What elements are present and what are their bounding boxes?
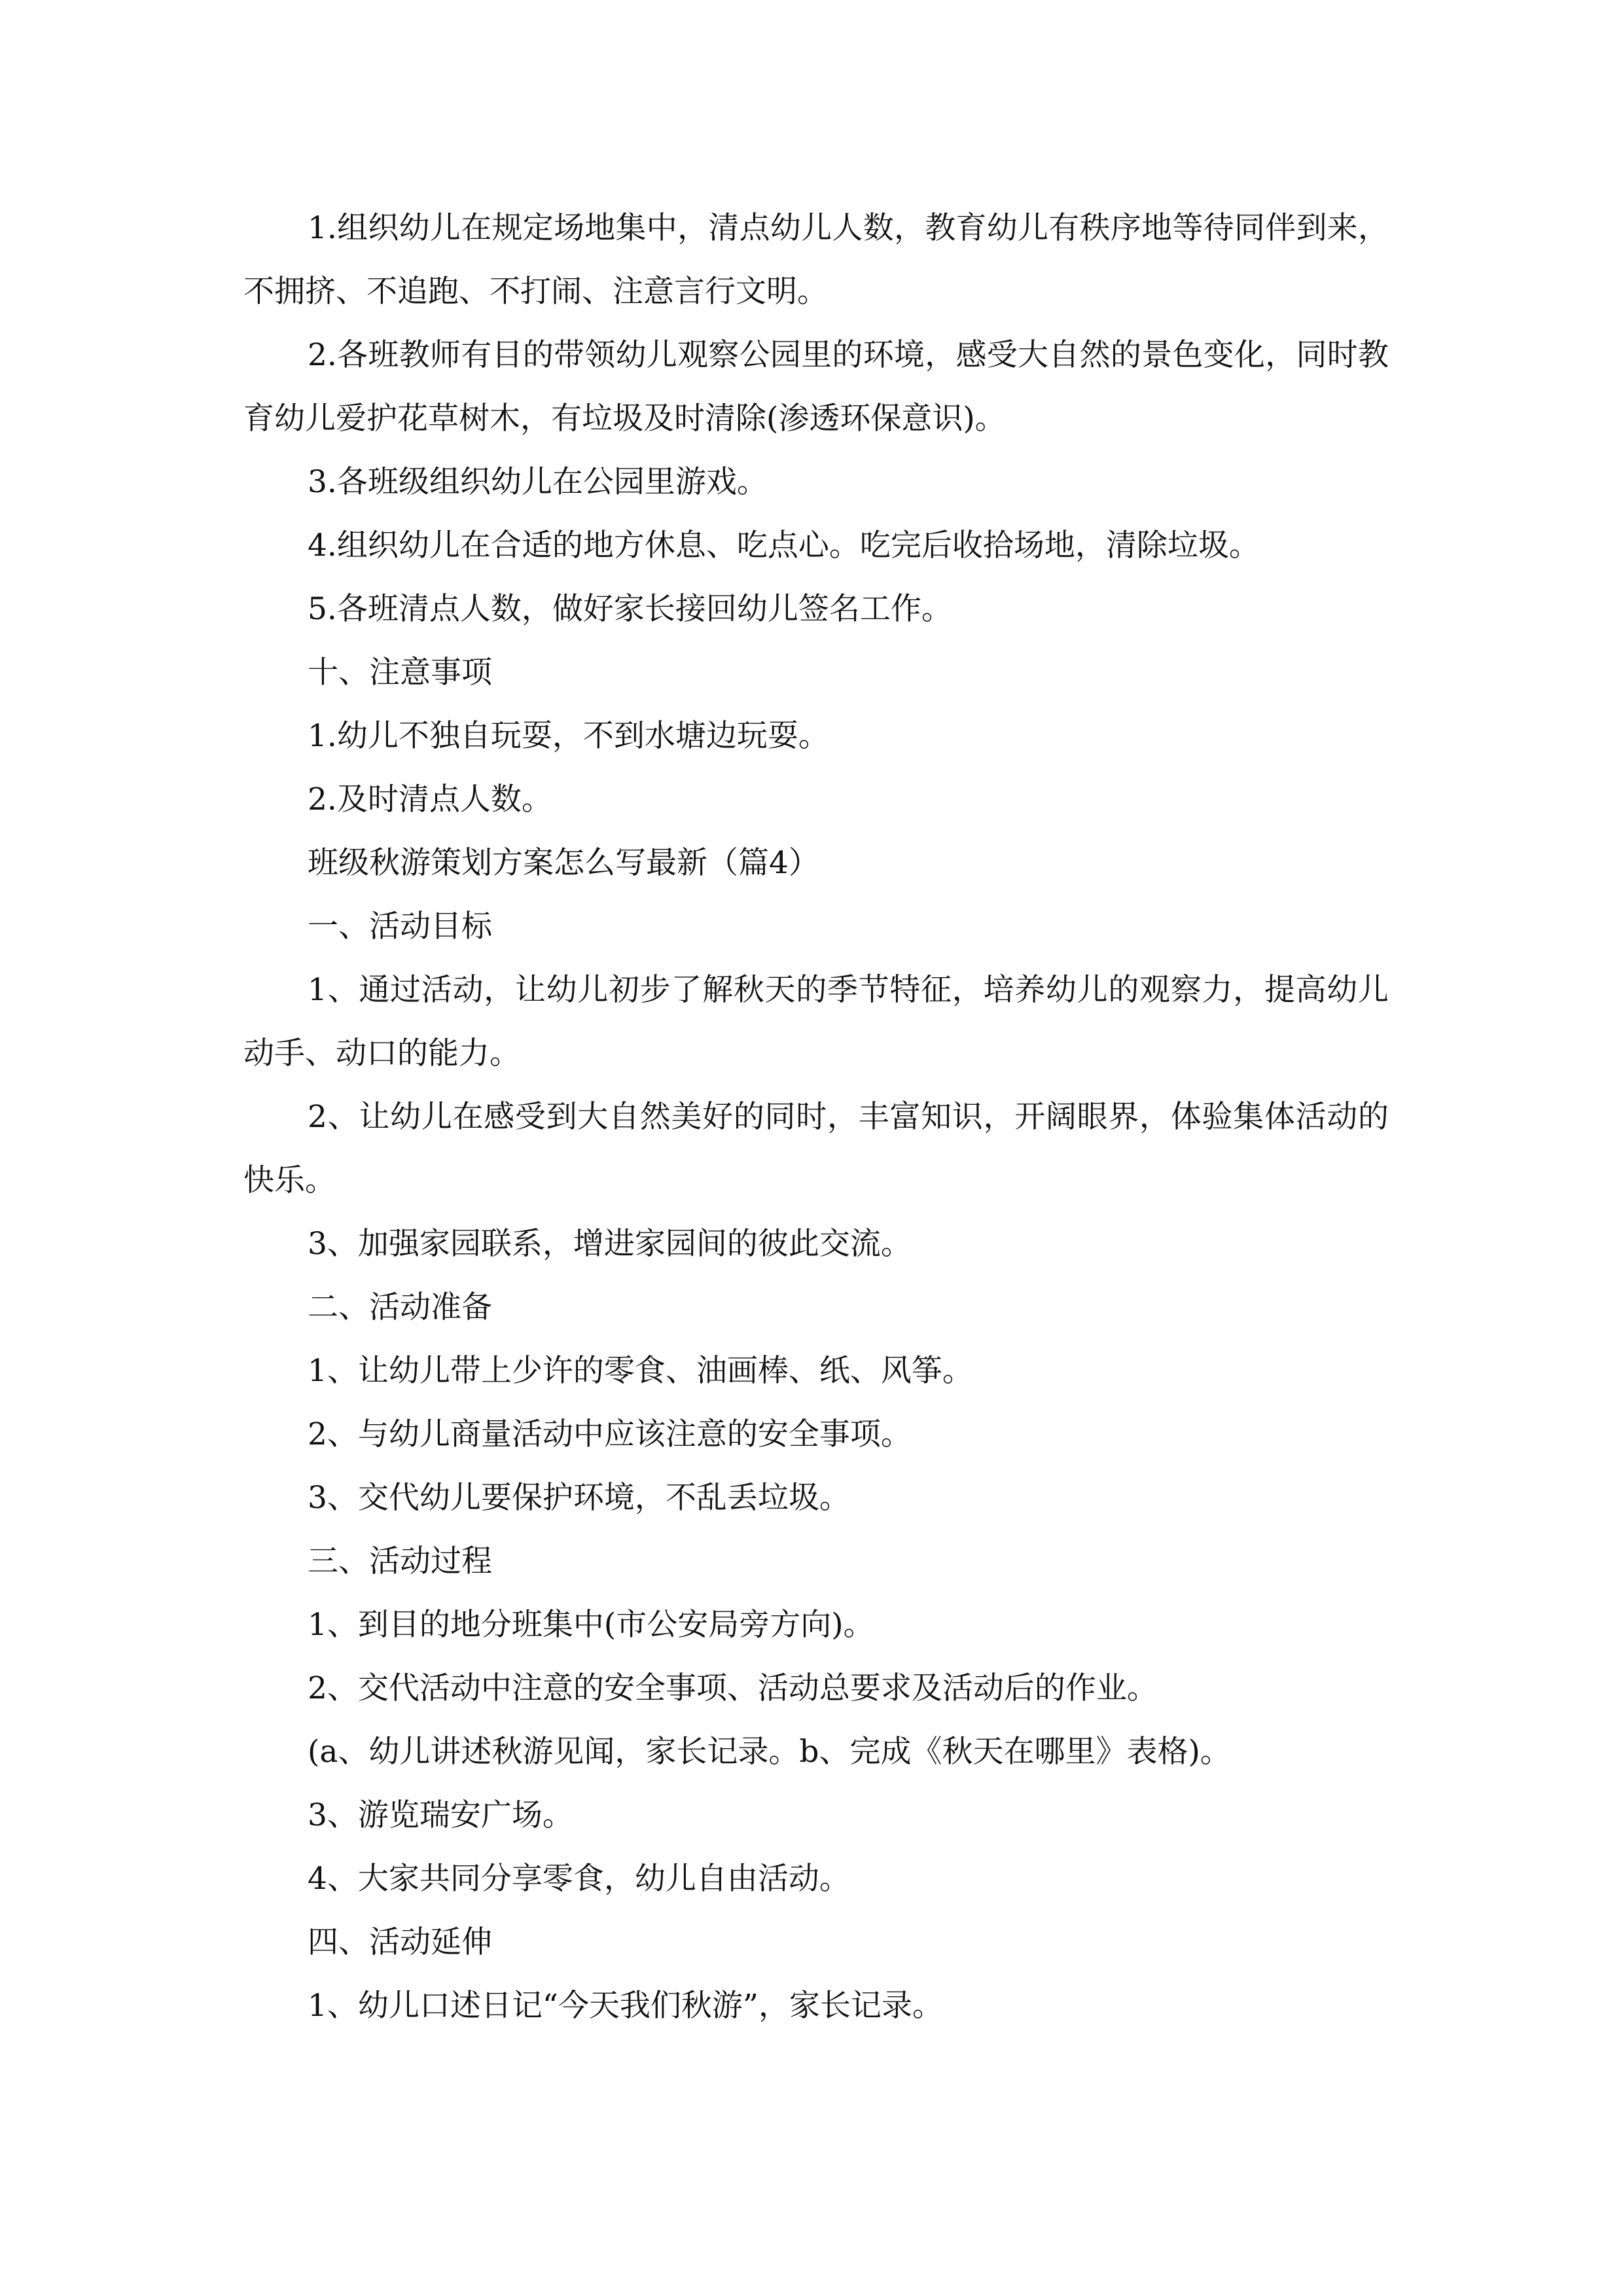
section-heading-process: 三、活动过程 (308, 1543, 492, 1579)
paragraph-23: 4、大家共同分享零食，幼儿自由活动。 (308, 1861, 850, 1897)
paragraph-19: 1、到目的地分班集中(市公安局旁方向)。 (308, 1607, 874, 1643)
paragraph-15: 1、让幼儿带上少许的零食、油画棒、纸、风筝。 (308, 1353, 973, 1389)
paragraph-5: 5.各班清点人数，做好家长接回幼儿签名工作。 (308, 591, 952, 627)
paragraph-4: 4.组织幼儿在合适的地方休息、吃点心。吃完后收拾场地，清除垃圾。 (308, 528, 1260, 564)
paragraph-2: 2.各班教师有目的带领幼儿观察公园里的环境，感受大自然的景色变化，同时教育幼儿爱护花草树木，有垃圾及时清除(渗透环保意识)。 (243, 337, 1389, 437)
section-heading-extension: 四、活动延伸 (308, 1924, 492, 1960)
paragraph-3: 3.各班级组织幼儿在公园里游戏。 (308, 464, 768, 500)
paragraph-13: 3、加强家园联系，增进家园间的彼此交流。 (308, 1226, 912, 1262)
section-heading-preparation: 二、活动准备 (308, 1289, 492, 1325)
paragraph-12: 2、让幼儿在感受到大自然美好的同时，丰富知识，开阔眼界，体验集体活动的快乐。 (243, 1099, 1389, 1198)
paragraph-8: 2.及时清点人数。 (308, 781, 552, 817)
paragraph-20: 2、交代活动中注意的安全事项、活动总要求及活动后的作业。 (308, 1670, 1158, 1706)
paragraph-21: (a、幼儿讲述秋游见闻，家长记录。b、完成《秋天在哪里》表格)。 (308, 1734, 1231, 1770)
document-body (243, 196, 1389, 2037)
paragraph-1: 1.组织幼儿在规定场地集中，清点幼儿人数，教育幼儿有秩序地等待同伴到来，不拥挤、不追跑、不打闹、注意言行文明。 (243, 210, 1389, 310)
paragraph-17: 3、交代幼儿要保护环境，不乱丢垃圾。 (308, 1480, 850, 1516)
paragraph-11: 1、通过活动，让幼儿初步了解秋天的季节特征，培养幼儿的观察力，提高幼儿动手、动口的能力。 (243, 972, 1389, 1071)
paragraph-25: 1、幼儿口述日记“今天我们秋游”，家长记录。 (308, 1988, 943, 2024)
section-heading-precautions: 十、注意事项 (308, 655, 492, 691)
paragraph-7: 1.幼儿不独自玩耍，不到水塘边玩耍。 (308, 718, 829, 754)
paragraph-16: 2、与幼儿商量活动中应该注意的安全事项。 (308, 1416, 912, 1452)
article-title: 班级秋游策划方案怎么写最新（篇4） (308, 845, 819, 881)
paragraph-22: 3、游览瑞安广场。 (308, 1797, 573, 1833)
section-heading-goals: 一、活动目标 (308, 908, 492, 944)
